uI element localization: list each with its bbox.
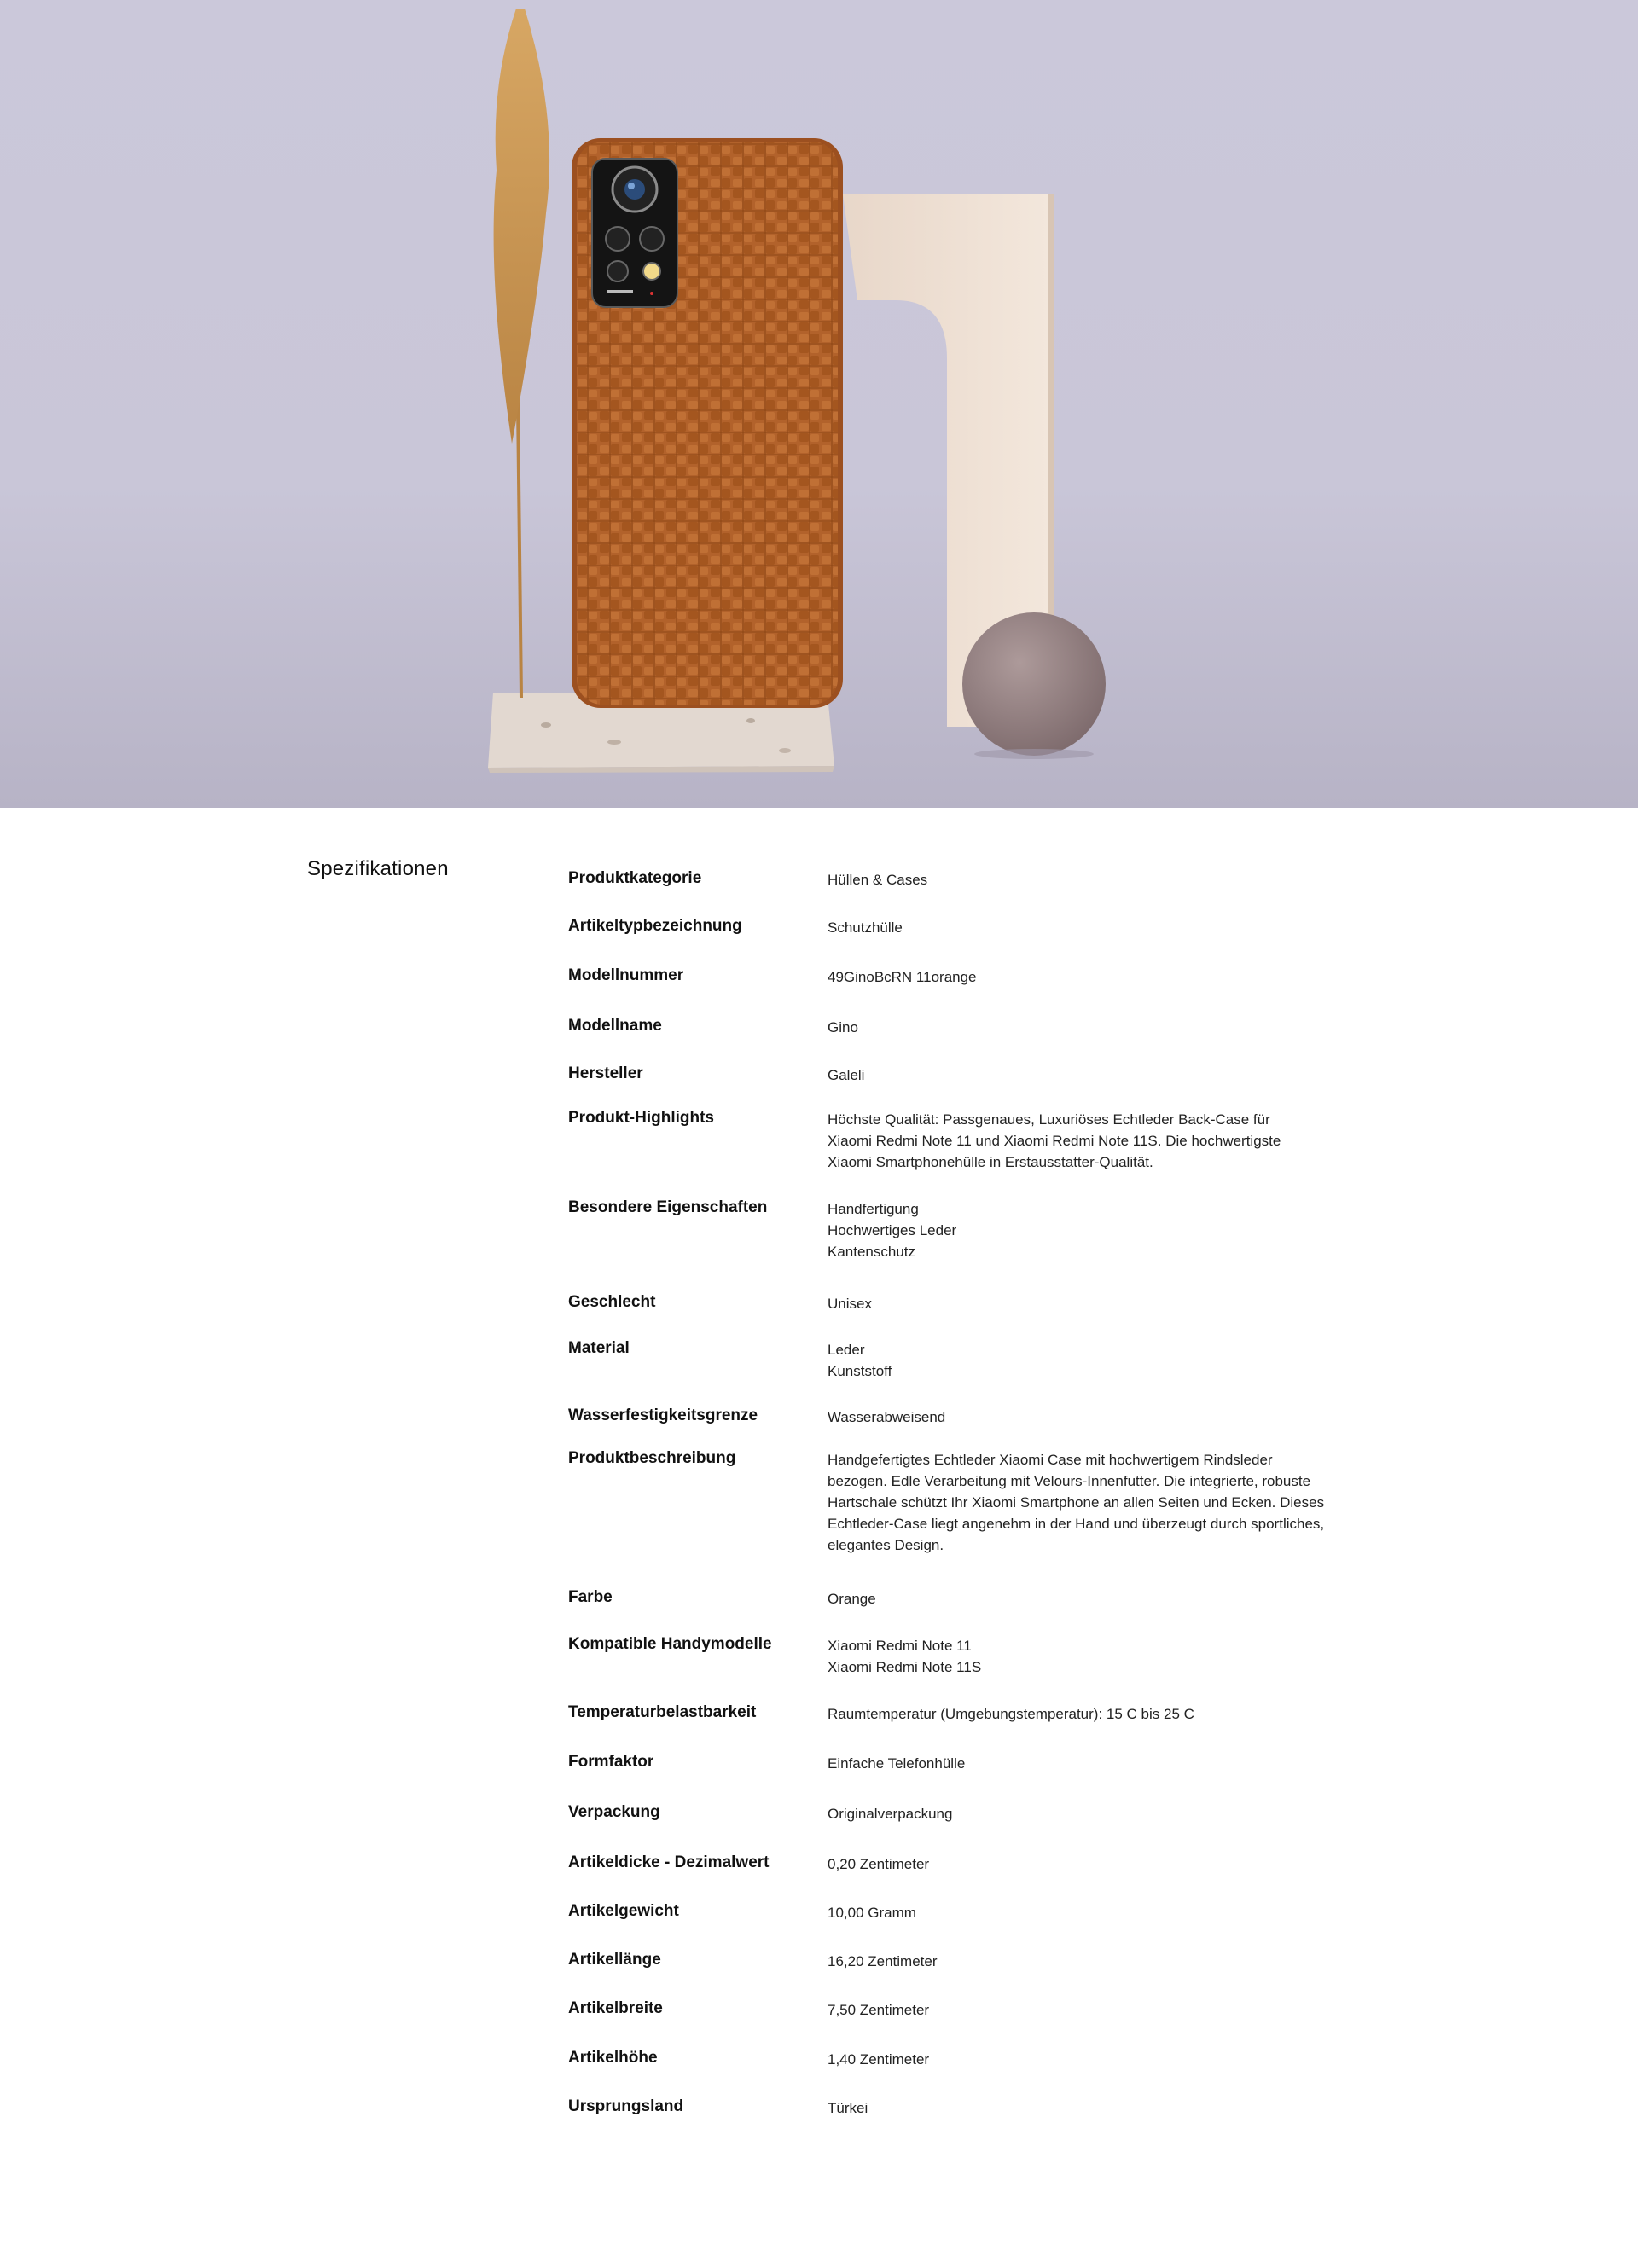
spec-value [828, 1407, 1356, 1428]
spec-label: Artikelhöhe [568, 2049, 658, 2067]
spec-value [828, 1293, 1356, 1314]
spec-label: Modellname [568, 1017, 662, 1035]
spec-value-line: Gino [828, 1019, 858, 1035]
section-heading: Spezifikationen [307, 857, 449, 880]
spec-label: Formfaktor [568, 1753, 654, 1771]
spec-value [828, 869, 1356, 890]
spec-label: Verpackung [568, 1803, 660, 1821]
product-photo [0, 0, 1638, 808]
spec-value-line: Hartschale schützt Ihr Xiaomi Smartphone an allen Seiten und Ecken. Dieses [828, 1494, 1325, 1511]
spec-value [828, 1198, 1356, 1262]
spec-value-line: Wasserabweisend [828, 1409, 946, 1425]
spec-label: Besondere Eigenschaften [568, 1198, 768, 1216]
spec-label: Modellnummer [568, 966, 684, 984]
spec-value [828, 1109, 1356, 1173]
spec-value-line: Hüllen & Cases [828, 872, 928, 888]
spec-value-line: Türkei [828, 2100, 868, 2116]
spec-label: Kompatible Handymodelle [568, 1635, 772, 1653]
spec-value-line: bezogen. Edle Verarbeitung mit Velours-Innenfutter. Die integrierte, robuste [828, 1473, 1311, 1489]
spec-label: Material [568, 1339, 630, 1357]
spec-value-line: 10,00 Gramm [828, 1905, 916, 1921]
spec-value-line: Xiaomi Redmi Note 11S [828, 1659, 982, 1675]
spec-value-line: 0,20 Zentimeter [828, 1856, 930, 1872]
specifications-section [0, 808, 1638, 2268]
spec-value-line: Galeli [828, 1067, 865, 1083]
spec-value [828, 966, 1356, 988]
spec-value-line: Hochwertiges Leder [828, 1222, 957, 1238]
spec-value-line: Kunststoff [828, 1363, 892, 1379]
spec-value [828, 1951, 1356, 1972]
spec-label: Ursprungsland [568, 2097, 684, 2115]
spec-value-line: Originalverpackung [828, 1806, 953, 1822]
spec-value [828, 1803, 1356, 1824]
spec-label: Temperaturbelastbarkeit [568, 1703, 757, 1721]
spec-label: Artikeldicke - Dezimalwert [568, 1853, 770, 1871]
spec-value-line: 1,40 Zentimeter [828, 2051, 930, 2068]
spec-value [828, 1339, 1356, 1382]
spec-value-line: Einfache Telefonhülle [828, 1755, 966, 1772]
spec-value-line: Kantenschutz [828, 1244, 916, 1260]
spec-value [828, 2049, 1356, 2070]
spec-value-line: 49GinoBcRN 11orange [828, 969, 977, 985]
spec-value [828, 917, 1356, 938]
spec-label: Produkt-Highlights [568, 1109, 714, 1127]
spec-value [828, 1588, 1356, 1610]
sandstone-ball [962, 612, 1106, 756]
spec-value [828, 1853, 1356, 1875]
spec-label: Wasserfestigkeitsgrenze [568, 1407, 758, 1424]
spec-value-line: Echtleder-Case liegt angenehm in der Hand und überzeugt durch sportliches, [828, 1516, 1325, 1532]
spec-label: Artikelbreite [568, 1999, 663, 2017]
spec-value-line: Xiaomi Redmi Note 11 [828, 1638, 972, 1654]
spec-label: Geschlecht [568, 1293, 656, 1311]
spec-label: Produktbeschreibung [568, 1449, 736, 1467]
spec-label: Artikeltypbezeichnung [568, 917, 742, 935]
spec-label: Artikellänge [568, 1951, 661, 1969]
spec-value-line: elegantes Design. [828, 1537, 944, 1553]
spec-label: Hersteller [568, 1064, 643, 1082]
spec-value [828, 1753, 1356, 1774]
spec-value-line: Höchste Qualität: Passgenaues, Luxuriöses Echtleder Back-Case für [828, 1111, 1270, 1128]
spec-value-line: 16,20 Zentimeter [828, 1953, 938, 1969]
spec-value-line: Xiaomi Smartphonehülle in Erstausstatter-Qualität. [828, 1154, 1153, 1170]
spec-value-line: Raumtemperatur (Umgebungstemperatur): 15 C bis 25 C [828, 1706, 1194, 1722]
spec-value-line: Schutzhülle [828, 919, 903, 936]
spec-value [828, 2097, 1356, 2119]
spec-value [828, 1017, 1356, 1038]
spec-value-line: Handgefertigtes Echtleder Xiaomi Case mit hochwertigem Rindsleder [828, 1452, 1273, 1468]
spec-value-line: Orange [828, 1591, 876, 1607]
spec-value-line: Leder [828, 1342, 865, 1358]
spec-value-line: Xiaomi Redmi Note 11 und Xiaomi Redmi Note 11S. Die hochwertigste [828, 1133, 1281, 1149]
leather-phone-case [572, 138, 843, 708]
spec-label: Produktkategorie [568, 869, 702, 887]
spec-value [828, 1064, 1356, 1086]
spec-value-line: Handfertigung [828, 1201, 919, 1217]
spec-value [828, 1449, 1356, 1556]
spec-label: Artikelgewicht [568, 1902, 679, 1920]
spec-value [828, 1703, 1356, 1725]
spec-label: Farbe [568, 1588, 613, 1606]
spec-value-line: Unisex [828, 1296, 872, 1312]
spec-value-line: 7,50 Zentimeter [828, 2002, 930, 2018]
spec-value [828, 1902, 1356, 1923]
hero-product-image [0, 0, 1638, 808]
spec-value [828, 1635, 1356, 1678]
spec-value [828, 1999, 1356, 2021]
